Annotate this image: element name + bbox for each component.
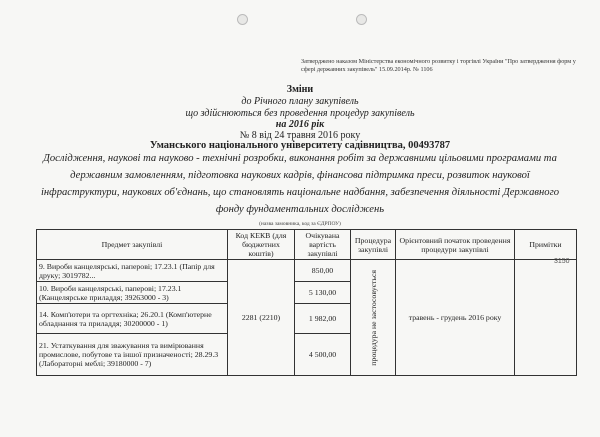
punch-hole-left [237, 14, 248, 25]
procedure-cell [351, 260, 396, 376]
row-item: 21. Устаткування для зважування та вимірювання промислове, побутове та іншої призначеності; 28.29.3 (Лабораторні меблі; 39180000 - 7) [37, 334, 228, 376]
table-row [37, 260, 577, 282]
margin-stamp: 3150 [554, 258, 570, 265]
row-item: 9. Вироби канцелярські, паперові; 17.23.1 (Папір для друку; 3019782... [37, 260, 228, 282]
table-header-row [37, 230, 577, 260]
header-item: Предмет закупівлі [37, 230, 228, 260]
header-procedure: Процедура закупівлі [351, 230, 396, 260]
row-cost: 850,00 [295, 260, 351, 282]
procurement-subject: Дослідження, наукові та науково - технічні розробки, виконання робіт за державними цільовими програмами та державним замовленням, підготовка наукових кадрів, фінансова підтримка преси, розвиток наукової інфраструктури, наукових об'єднань, що становлять національне надбання, забезпечення діяльності Державного фонду фундаментальних досліджень [40, 153, 560, 215]
header-notes: Примітки [515, 230, 577, 260]
punch-hole-right [356, 14, 367, 25]
plan-number: № 8 від 24 травня 2016 року [239, 130, 361, 141]
row-cost: 4 500,00 [295, 334, 351, 376]
header-kekv: Код КЕКВ (для бюджетних коштів) [228, 230, 295, 260]
document-title: Зміни [286, 84, 314, 95]
header-start: Орієнтовний початок проведення процедури закупівлі [396, 230, 515, 260]
row-item: 10. Вироби канцелярські, паперові; 17.23.1 (Канцелярське приладдя; 39263000 - 3) [37, 282, 228, 304]
procedure-text: процедура не застосовується [368, 269, 378, 366]
title-line-1: до Річного плану закупівель [241, 96, 359, 107]
plan-year: на 2016 рік [275, 119, 325, 130]
customer-name: Уманського національного університету садівництва, 00493787 [149, 140, 451, 151]
row-item: 14. Комп'ютери та оргтехніка; 26.20.1 (Комп'ютерне обладнання та приладдя; 30200000 - 1) [37, 304, 228, 334]
kekv-cell: 2281 (2210) [228, 260, 295, 376]
procurement-table [36, 229, 577, 376]
customer-hint: (назва замовника, код за ЄДРПОУ) [259, 221, 341, 227]
start-cell: травень - грудень 2016 року [396, 260, 515, 376]
notes-cell [515, 260, 577, 376]
approval-note: Затверджено наказом Міністерства економічного розвитку і торгівлі України "Про затвердження форм у сфері державних закупівель" 15.09.2014р. № 1106 [301, 58, 576, 73]
row-cost: 5 130,00 [295, 282, 351, 304]
title-line-2: що здійснюються без проведення процедур закупівель [185, 108, 415, 119]
row-cost: 1 982,00 [295, 304, 351, 334]
header-cost: Очікувана вартість закупівлі [295, 230, 351, 260]
